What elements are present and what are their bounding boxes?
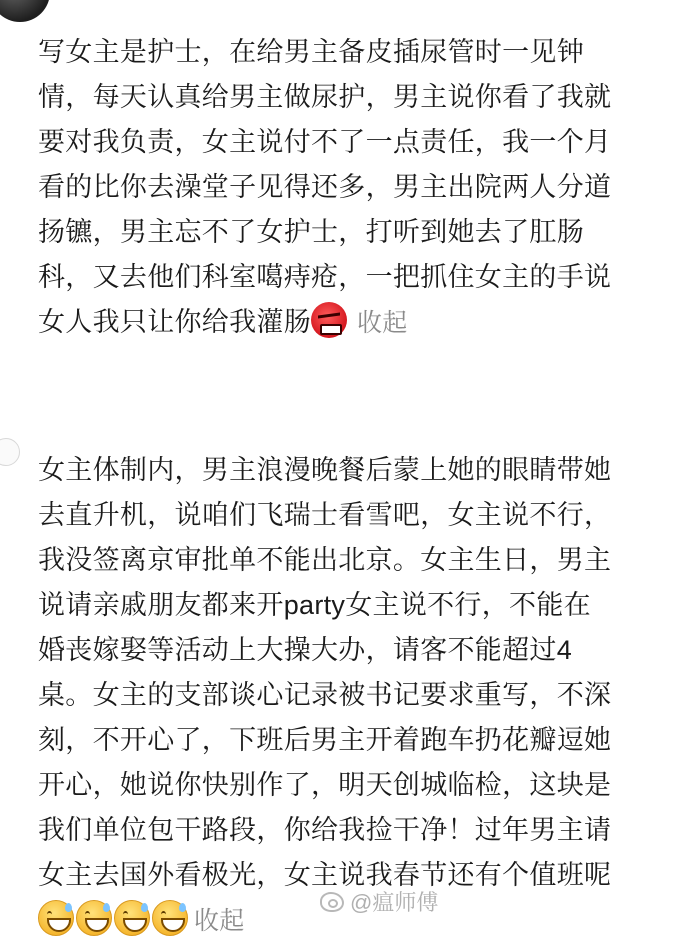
comment-line: 科，又去他们科室噶痔疮，一把抓住女主的手说 — [38, 262, 612, 292]
comment-text — [38, 30, 668, 346]
grinning-sweat-icon — [114, 900, 150, 936]
comment-text — [38, 448, 668, 944]
comment-line: 扬镳，男主忘不了女护士，打听到她去了肛肠 — [38, 217, 584, 247]
comment-line: 女主去国外看极光，女主说我春节还有个值班呢 — [38, 860, 612, 890]
comment-last-line — [38, 300, 668, 346]
comment-line: 女主体制内，男主浪漫晚餐后蒙上她的眼睛带她 — [38, 455, 612, 485]
comment-line: 要对我负责，女主说付不了一点责任，我一个月 — [38, 127, 612, 157]
comment-line: 桌。女主的支部谈心记录被书记要求重写，不深 — [38, 680, 612, 710]
angry-face-icon — [311, 302, 347, 338]
user-avatar[interactable] — [0, 0, 50, 22]
comment-line: 刻，不开心了，下班后男主开着跑车扔花瓣逗她 — [38, 725, 612, 755]
comment-line: 我没签离京审批单不能出北京。女主生日，男主 — [38, 545, 612, 575]
comment-line: 婚丧嫁娶等活动上大操大办，请客不能超过4 — [38, 635, 573, 665]
comment-line: 说请亲戚朋友都来开party女主说不行，不能在 — [38, 590, 591, 620]
watermark-text: @瘟师傅 — [350, 890, 439, 915]
comment-line: 写女主是护士，在给男主备皮插尿管时一见钟 — [38, 37, 584, 67]
collapse-link[interactable]: 收起 — [194, 907, 245, 935]
grinning-sweat-icon — [152, 900, 188, 936]
weibo-icon — [320, 892, 344, 912]
user-avatar[interactable] — [0, 438, 20, 466]
comment-line: 去直升机，说咱们飞瑞士看雪吧，女主说不行， — [38, 500, 612, 530]
comment-line: 看的比你去澡堂子见得还多，男主出院两人分道 — [38, 172, 612, 202]
comment-line: 我们单位包干路段，你给我捡干净！过年男主请 — [38, 815, 612, 845]
watermark — [320, 886, 438, 917]
grinning-sweat-icon — [38, 900, 74, 936]
collapse-link[interactable]: 收起 — [357, 309, 408, 337]
grinning-sweat-icon — [76, 900, 112, 936]
comment-line: 情，每天认真给男主做尿护，男主说你看了我就 — [38, 82, 612, 112]
comment-line: 开心，她说你快别作了，明天创城临检，这块是 — [38, 770, 612, 800]
comment-line: 女人我只让你给我灌肠 — [38, 307, 311, 337]
